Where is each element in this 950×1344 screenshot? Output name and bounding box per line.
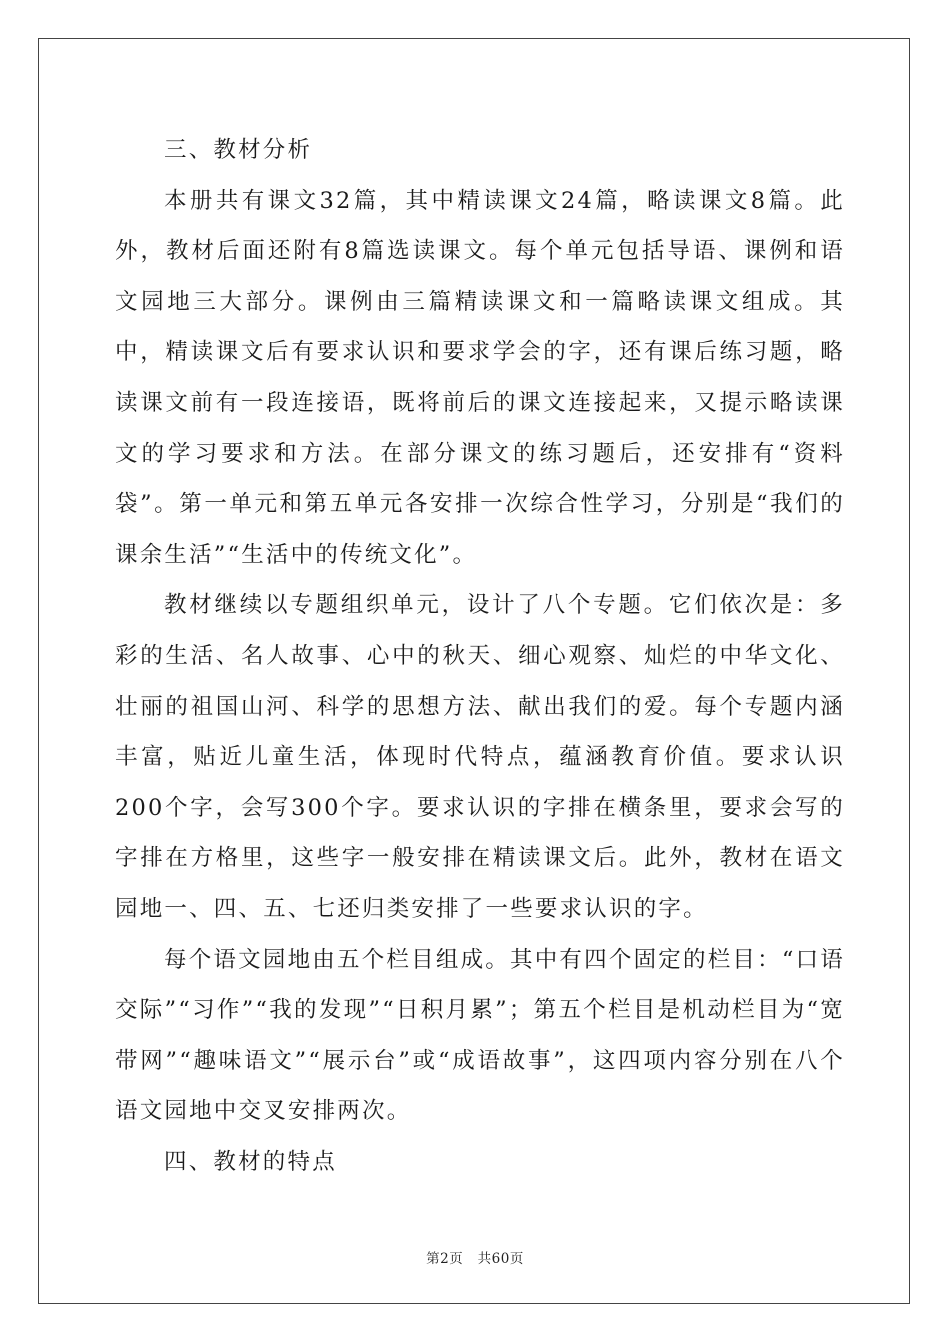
page-footer bbox=[0, 1247, 950, 1267]
document-body bbox=[115, 125, 845, 1187]
section-heading-3: 三、教材分析 bbox=[164, 137, 313, 163]
section-heading-4: 四、教材的特点 bbox=[164, 1148, 337, 1175]
paragraph-3: 每个语文园地由五个栏目组成。其中有四个固定的栏目：“口语交际”“习作”“我的发现”“日积月累”；第五个栏目是机动栏目为“宽带网”“趣味语文”“展示台”或“成语故事”，这四项内容分别在八个语文园地中交叉安排两次。 bbox=[115, 946, 845, 1125]
paragraph-1: 本册共有课文32篇，其中精读课文24篇，略读课文8篇。此外，教材后面还附有8篇选读课文。每个单元包括导语、课例和语文园地三大部分。课例由三篇精读课文和一篇略读课文组成。其中，精读课文后有要求认识和要求学会的字，还有课后练习题，略读课文前有一段连接语，既将前后的课文连接起来，又提示略读课文的学习要求和方法。在部分课文的练习题后，还安排有“资料袋”。第一单元和第五单元各安排一次综合性学习，分别是“我们的课余生活”“生活中的传统文化”。 bbox=[115, 187, 845, 568]
paragraph-2: 教材继续以专题组织单元，设计了八个专题。它们依次是：多彩的生活、名人故事、心中的秋天、细心观察、灿烂的中华文化、壮丽的祖国山河、科学的思想方法、献出我们的爱。每个专题内涵丰富，贴近儿童生活，体现时代特点，蕴涵教育价值。要求认识200个字，会写300个字。要求认识的字排在横条里，要求会写的字排在方格里，这些字一般安排在精读课文后。此外，教材在语文园地一、四、五、七还归类安排了一些要求认识的字。 bbox=[115, 592, 845, 922]
page-total: 共60页 bbox=[477, 1251, 524, 1267]
page-number: 第2页 bbox=[426, 1251, 464, 1267]
